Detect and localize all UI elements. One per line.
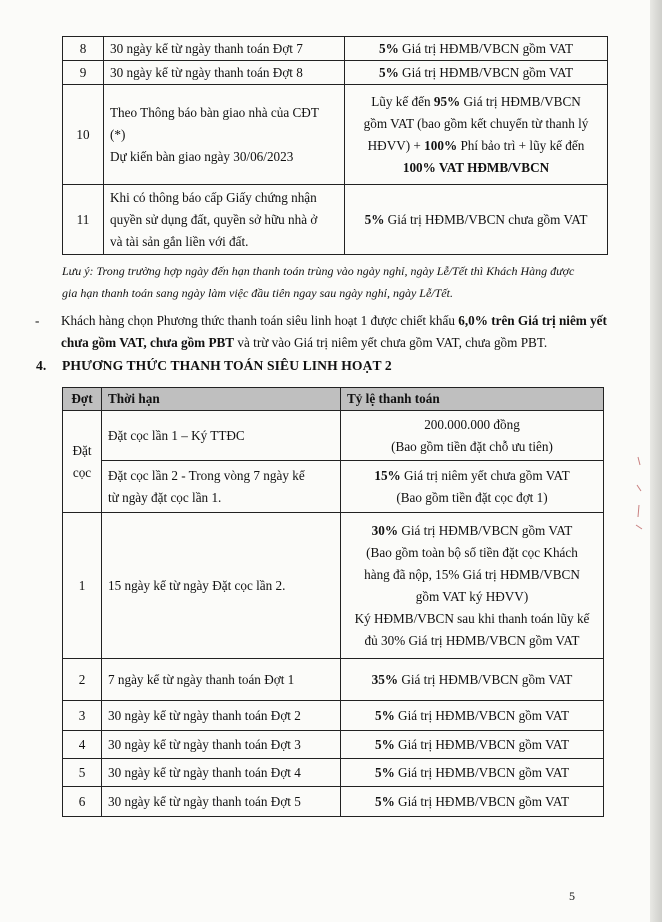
margin-stamp-mark — [634, 455, 644, 535]
table-row — [63, 61, 608, 85]
payment-rate: 15% Giá trị niêm yết chưa gồm VAT (Bao gồm tiền đặt cọc đợt 1) — [341, 461, 604, 513]
payment-rate: 200.000.000 đồng (Bao gồm tiền đặt chỗ ưu tiên) — [341, 411, 604, 461]
payment-rate: 30% Giá trị HĐMB/VBCN gồm VAT (Bao gồm toàn bộ số tiền đặt cọc Khách hàng đã nộp, 15% Giá trị HĐMB/VBCN gồm VAT ký HĐVV) Ký HĐMB/VBCN sau khi thanh toán lũy kế đủ 30% Giá trị HĐMB/VBCN gồm VAT — [341, 513, 604, 659]
payment-deadline: 7 ngày kể từ ngày thanh toán Đợt 1 — [102, 659, 341, 701]
table-row — [63, 85, 608, 185]
installment-number: 4 — [63, 731, 102, 759]
payment-deadline: Đặt cọc lần 1 – Ký TTĐC — [102, 411, 341, 461]
payment-rate: 5% Giá trị HĐMB/VBCN gồm VAT — [341, 787, 604, 817]
table-row — [63, 659, 604, 701]
table-row — [63, 731, 604, 759]
installment-number: 11 — [63, 185, 104, 255]
column-header-rate: Tỷ lệ thanh toán — [341, 388, 604, 411]
payment-deadline: Đặt cọc lần 2 - Trong vòng 7 ngày kể từ ngày đặt cọc lần 1. — [102, 461, 341, 513]
payment-deadline: Khi có thông báo cấp Giấy chứng nhận quyền sử dụng đất, quyền sở hữu nhà ở và tài sản gắn liền với đất. — [104, 185, 345, 255]
table-row — [63, 461, 604, 513]
payment-deadline: 30 ngày kể từ ngày thanh toán Đợt 8 — [104, 61, 345, 85]
page-number: 5 — [569, 889, 575, 903]
payment-deadline: 30 ngày kể từ ngày thanh toán Đợt 5 — [102, 787, 341, 817]
table-row — [63, 787, 604, 817]
installment-number: 10 — [63, 85, 104, 185]
payment-deadline: Theo Thông báo bàn giao nhà của CĐT (*) Dự kiến bàn giao ngày 30/06/2023 — [104, 85, 345, 185]
table-header-row — [63, 388, 604, 411]
payment-table-flexible-2 — [62, 387, 604, 817]
installment-number: 8 — [63, 37, 104, 61]
table-row — [63, 513, 604, 659]
column-header-installment: Đợt — [63, 388, 102, 411]
payment-deadline: 30 ngày kể từ ngày thanh toán Đợt 4 — [102, 759, 341, 787]
note-paragraph: Lưu ý: Trong trường hợp ngày đến hạn thanh toán trùng vào ngày nghỉ, ngày Lễ/Tết thì Khách Hàng được gia hạn thanh toán sang ngày làm việc đầu tiên ngay sau ngày nghỉ, ngày Lễ/Tết. — [62, 264, 575, 300]
payment-rate: 35% Giá trị HĐMB/VBCN gồm VAT — [341, 659, 604, 701]
bullet-dash: - — [35, 313, 40, 328]
discount-bullet: - Khách hàng chọn Phương thức thanh toán siêu linh hoạt 1 được chiết khấu 6,0% trên Giá trị niêm yết chưa gồm VAT, chưa gồm PBT và trừ vào Giá trị niêm yết chưa gồm VAT, chưa gồm PBT. — [35, 310, 615, 354]
installment-number: 6 — [63, 787, 102, 817]
table-row — [63, 411, 604, 461]
section-heading: 4. PHƯƠNG THỨC THANH TOÁN SIÊU LINH HOẠT 2 — [36, 358, 392, 373]
payment-rate: 5% Giá trị HĐMB/VBCN chưa gồm VAT — [345, 185, 608, 255]
installment-number: 2 — [63, 659, 102, 701]
column-header-deadline: Thời hạn — [102, 388, 341, 411]
installment-number: 5 — [63, 759, 102, 787]
payment-deadline: 15 ngày kể từ ngày Đặt cọc lần 2. — [102, 513, 341, 659]
payment-rate: 5% Giá trị HĐMB/VBCN gồm VAT — [341, 731, 604, 759]
payment-table-continued — [62, 36, 608, 255]
installment-number: 1 — [63, 513, 102, 659]
payment-rate: 5% Giá trị HĐMB/VBCN gồm VAT — [341, 701, 604, 731]
payment-rate: Lũy kế đến 95% Giá trị HĐMB/VBCN gồm VAT (bao gồm kết chuyển từ thanh lý HĐVV) + 100% Phí bảo trì + lũy kế đến 100% VAT HĐMB/VBCN — [345, 85, 608, 185]
payment-rate: 5% Giá trị HĐMB/VBCN gồm VAT — [345, 61, 608, 85]
installment-number: 3 — [63, 701, 102, 731]
table-row — [63, 37, 608, 61]
table-row — [63, 759, 604, 787]
payment-deadline: 30 ngày kể từ ngày thanh toán Đợt 2 — [102, 701, 341, 731]
table-row — [63, 185, 608, 255]
payment-deadline: 30 ngày kể từ ngày thanh toán Đợt 7 — [104, 37, 345, 61]
deposit-label: Đặt cọc — [63, 411, 102, 513]
payment-deadline: 30 ngày kể từ ngày thanh toán Đợt 3 — [102, 731, 341, 759]
payment-rate: 5% Giá trị HĐMB/VBCN gồm VAT — [345, 37, 608, 61]
table-row — [63, 701, 604, 731]
page-edge — [650, 0, 662, 922]
payment-rate: 5% Giá trị HĐMB/VBCN gồm VAT — [341, 759, 604, 787]
installment-number: 9 — [63, 61, 104, 85]
